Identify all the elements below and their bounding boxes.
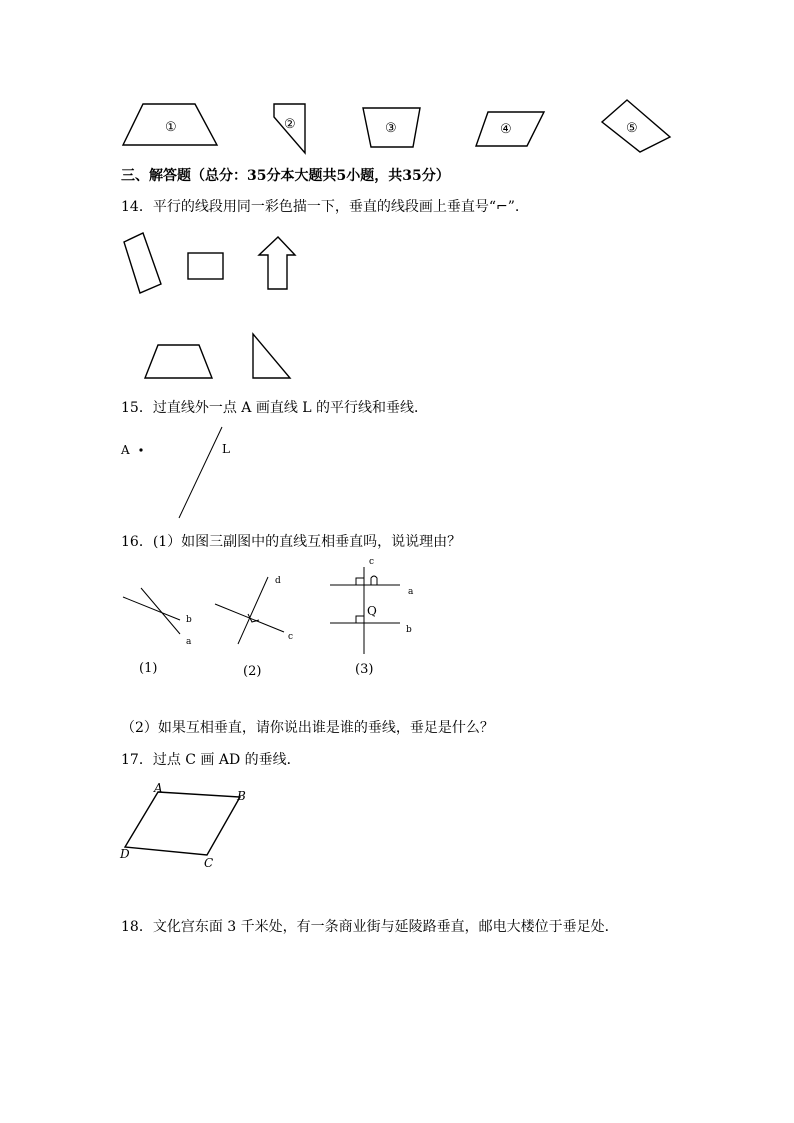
fig2-label-d: d	[275, 576, 281, 586]
fig1-label-a: a	[186, 637, 192, 647]
fig3-label-q: Q	[367, 604, 377, 618]
parallelogram-abcd	[125, 792, 240, 855]
fig3-caption: (3)	[355, 662, 374, 677]
fig2-label-c: c	[288, 632, 294, 642]
vertex-a-label: A	[154, 781, 163, 795]
question-16-part-2: （2）如果互相垂直，请你说出谁是谁的垂线，垂足是什么？	[121, 720, 494, 736]
fig3-label-b: b	[406, 625, 412, 635]
question-18-text: 18．文化宫东面 3 千米处，有一条商业街与延陵路垂直，邮电大楼位于垂足处．	[121, 919, 619, 935]
question-15-text: 15．过直线外一点 A 画直线 L 的平行线和垂线．	[121, 400, 429, 416]
vertex-d-label: D	[120, 847, 130, 861]
shape-4-label: ④	[500, 122, 512, 137]
fig1-caption: (1)	[139, 661, 158, 676]
fig3-label-c: c	[369, 557, 375, 567]
question-17-text: 17．过点 C 画 AD 的垂线．	[121, 752, 301, 768]
vertex-c-label: C	[204, 856, 214, 870]
shape-3-label: ③	[385, 121, 397, 136]
section-3-heading: 三、解答题（总分：35分本大题共5小题，共35分）	[121, 168, 450, 184]
shape-2-label: ②	[284, 117, 296, 132]
question-16-text: 16．(1）如图三副图中的直线互相垂直吗，说说理由？	[121, 534, 462, 550]
fig3-label-a: a	[408, 587, 414, 597]
point-a-label: A	[121, 443, 130, 457]
shape-5-label: ⑤	[626, 121, 638, 136]
fig1-label-b: b	[186, 615, 192, 625]
fig2-caption: (2)	[243, 664, 262, 679]
vertex-b-label: B	[237, 789, 246, 803]
shape-1-label: ①	[165, 120, 177, 135]
line-l-label: L	[222, 442, 230, 456]
question-14-text: 14．平行的线段用同一彩色描一下，垂直的线段画上垂直号“⌐”.	[121, 199, 520, 215]
